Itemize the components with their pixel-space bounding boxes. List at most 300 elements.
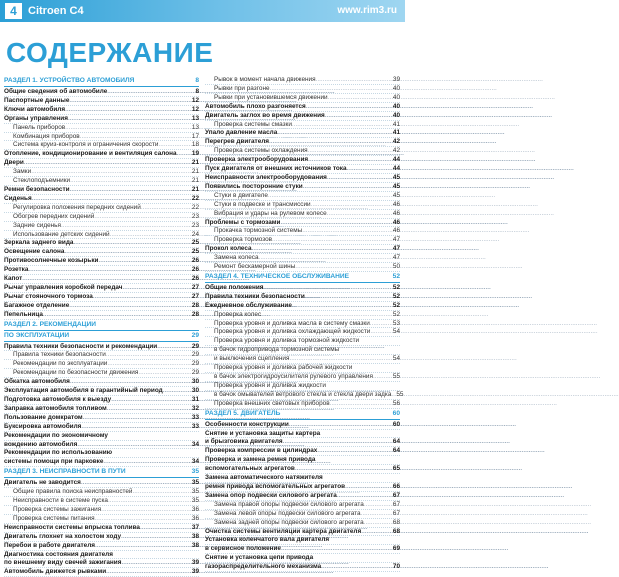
entry-title: Стуки в подвеске и трансмиссии [214,200,311,208]
dot-leader [31,168,191,176]
toc-entry[interactable] [4,458,199,467]
dot-leader [69,302,191,310]
page-ref: 52 [392,283,400,291]
page-ref: 35 [191,468,199,476]
toc-entry[interactable] [4,378,199,387]
entry-title: Перебои в работе двигателя [4,541,95,549]
toc-entry[interactable] [205,103,400,112]
toc-subentry[interactable] [4,497,199,506]
toc-entry[interactable] [4,159,199,168]
entry-title: Общие правила поиска неисправностей [13,488,133,496]
entry-title: Двигатель не заводится [4,479,81,487]
entry-title: Органы управления [4,114,68,122]
page-ref: 60 [392,409,400,417]
entry-title: Правила техники безопасности [205,292,305,300]
toc-entry[interactable] [4,195,199,204]
entry-title: Стуки в двигателе [214,191,268,199]
dot-leader [32,195,191,203]
toc-entry[interactable] [205,536,400,545]
dot-leader [295,263,392,271]
page-ref: 37 [191,523,199,531]
dot-leader [177,150,191,158]
toc-entry[interactable] [4,559,199,568]
dot-leader [43,311,191,319]
page-ref: 67 [392,509,400,517]
toc-entry[interactable] [205,563,400,572]
dot-leader [345,483,392,491]
toc-subentry[interactable] [205,373,400,382]
toc-subentry[interactable] [205,400,400,409]
dot-leader [303,183,392,191]
toc-subentry[interactable] [205,382,400,391]
toc-entry[interactable] [4,293,199,302]
entry-title: Регулировка положения передних сидений [13,203,141,211]
entry-title: Проверка системы питания [13,514,95,522]
dot-leader [81,479,191,487]
entry-title: Вибрация и удары на рулевом колесе [214,209,327,217]
page-ref: 52 [392,272,400,280]
entry-title: Рекомендации по использованию [4,449,113,457]
toc-entry[interactable] [4,284,199,293]
dot-leader [93,293,191,301]
toc-subentry[interactable] [205,76,400,85]
toc-subentry[interactable] [205,147,400,156]
toc-subentry[interactable] [205,355,400,364]
toc-entry[interactable] [205,165,400,174]
toc-subentry[interactable] [205,390,404,400]
page-ref: 40 [392,84,400,92]
toc-subentry[interactable] [205,236,400,245]
page-ref: 18 [191,141,199,149]
toc-subentry[interactable] [4,133,199,142]
dot-leader [337,492,392,500]
toc-subentry[interactable] [4,177,199,186]
entry-title: в бачок электрогидроусилителя рулевого управления [214,373,373,380]
entry-title: Проверка компрессии в цилиндрах [205,447,318,455]
entry-title: Проблемы с тормозами [205,218,281,226]
entry-title: Проверка электрооборудования [205,156,309,164]
toc-entry[interactable] [205,156,400,165]
dot-leader [373,373,392,381]
entry-title: Ключи автомобиля [4,105,66,113]
dot-leader [283,438,392,446]
toc-entry[interactable] [205,293,400,302]
toc-entry[interactable] [205,545,400,554]
toc-subentry[interactable] [4,168,199,177]
dot-leader [252,245,392,253]
page-ref: 41 [392,120,400,128]
toc-section-heading[interactable] [4,468,199,478]
dot-leader [364,501,392,509]
toc-entry[interactable] [205,245,400,254]
entry-title: Общие положения [205,283,264,291]
dot-leader [305,293,392,301]
page-ref: 21 [191,159,199,167]
toc-entry[interactable] [205,447,400,456]
dot-leader [370,328,392,336]
toc-subentry[interactable] [4,222,199,231]
toc-entry[interactable] [4,248,199,257]
toc-section-heading[interactable] [4,321,199,331]
toc-entry[interactable] [4,266,199,275]
toc-entry[interactable] [4,441,199,450]
dot-leader [80,133,191,141]
page-ref: 50 [392,263,400,271]
page-ref: 25 [191,239,199,247]
entry-title: вспомогательных агрегатов [205,465,295,473]
page-ref: 22 [191,203,199,211]
toc-entry[interactable] [4,311,199,320]
page-ref: 35 [191,497,199,505]
page-ref: 38 [191,532,199,540]
entry-title: Перегрев двигателя [205,138,270,146]
toc-entry[interactable] [205,129,400,138]
toc-entry[interactable] [4,97,199,106]
toc-section-heading[interactable] [205,410,400,420]
toc-subentry[interactable] [205,311,400,320]
toc-entry[interactable] [4,423,199,432]
page-ref: 46 [392,200,400,208]
entry-title: и выключения сцепления [214,355,290,363]
toc-entry[interactable] [205,302,400,311]
page-ref: 69 [392,545,400,553]
dot-leader [325,112,392,120]
toc-entry[interactable] [4,106,199,115]
entry-title: Автомобиль движется рывками [4,568,107,576]
entry-title: в сервисное положение [205,545,281,553]
entry-title: Неисправности системы впрыска топлива [4,523,140,531]
toc-subentry[interactable] [205,254,400,263]
page-ref: 68 [392,518,400,526]
toc-subentry[interactable] [205,263,400,272]
toc-subentry[interactable] [205,519,400,528]
entry-title: Рекомендации по безопасности движения [13,369,139,377]
dot-leader [281,545,392,553]
dot-leader [277,129,392,137]
entry-title: Проверка системы смазки [214,120,292,128]
page-ref: 29 [191,342,199,350]
dot-leader [61,222,191,230]
page-ref: 24 [191,230,199,238]
toc-entry[interactable] [4,396,199,405]
page-ref: 40 [392,102,400,110]
entry-title: Правила техники безопасности [13,351,106,359]
page-ref: 29 [191,351,199,359]
dot-leader [94,213,191,221]
toc-subentry[interactable] [205,210,400,219]
page-ref: 13 [191,123,199,131]
page-ref: 8 [195,77,199,84]
dot-leader [347,165,392,173]
toc-entry[interactable] [4,405,199,414]
dot-leader [302,227,392,235]
toc-subentry[interactable] [4,213,199,222]
toc-entry[interactable] [205,112,400,121]
dot-leader [138,369,191,377]
entry-title: Проверка системы охлаждения [214,147,308,155]
entry-title: Диагностика состояния двигателя [4,550,113,558]
toc-subentry[interactable] [205,337,400,346]
toc-subentry[interactable] [205,85,400,94]
toc-subentry[interactable] [4,351,199,360]
entry-title: Рывок в момент начала движения [214,76,316,83]
entry-title: Рывки при установившемся движении [214,93,328,101]
toc-entry[interactable] [4,239,199,248]
toc-section-heading[interactable] [4,332,199,342]
page-ref: 68 [392,527,400,535]
page-ref: 39 [392,76,400,83]
entry-title: Автомобиль плохо разгоняется [205,102,306,110]
dot-leader [95,542,191,550]
page-ref: 54 [392,328,400,336]
dot-leader [330,400,392,408]
toc-subentry[interactable] [4,204,199,213]
entry-title: по внешнему виду свечей зажигания [4,559,122,567]
toc-entry[interactable] [205,174,400,183]
entry-title: газораспределительного механизма [205,563,322,571]
page-header-bar [0,0,405,22]
entry-title: Зеркала заднего вида [4,239,74,247]
page-ref: 34 [191,458,199,466]
toc-entry[interactable] [205,284,400,293]
page-ref: 39 [191,559,199,567]
toc-column-right [205,76,404,572]
toc-entry[interactable] [4,542,199,551]
entry-title: Рывки при разгоне [214,84,270,92]
section-title: РАЗДЕЛ 4. ТЕХНИЧЕСКОЕ ОБСЛУЖИВАНИЕ [205,272,349,280]
dot-leader [141,204,191,212]
toc-subentry[interactable] [205,94,400,103]
entry-title: Снятие и установка цепи привода [205,554,314,562]
toc-entry[interactable] [4,414,199,423]
page-ref: 47 [392,245,400,253]
toc-subentry[interactable] [4,488,199,497]
page-ref: 55 [396,390,404,398]
toc-entry[interactable] [205,421,400,430]
entry-title: Неисправности электрооборудования [205,173,327,181]
page-ref: 40 [392,111,400,119]
page-ref: 66 [392,482,400,490]
entry-title: Проверка тормозов [214,236,273,244]
entry-title: Рычаг стояночного тормоза [4,292,93,300]
toc-entry[interactable] [4,524,199,533]
toc-entry[interactable] [205,554,400,563]
toc-entry[interactable] [205,528,400,537]
page-ref: 52 [392,292,400,300]
toc-subentry[interactable] [4,231,199,240]
website-link[interactable]: www.rim3.ru [337,5,397,16]
entry-title: Рекомендации по экономичному [4,431,108,439]
entry-title: Двери [4,159,24,167]
toc-entry[interactable] [4,302,199,311]
toc-subentry[interactable] [205,201,400,210]
page-ref: 67 [392,491,400,499]
page-ref: 33 [191,413,199,421]
page-ref: 67 [392,500,400,508]
entry-title: Панель приборов [13,123,66,131]
entry-title: Паспортные данные [4,96,70,104]
entry-title: Обкатка автомобиля [4,378,70,386]
page-ref: 35 [191,479,199,487]
entry-title: Буксировка автомобиля [4,422,82,430]
page-ref: 55 [392,373,400,380]
dot-leader [289,355,391,363]
page-ref: 21 [191,177,199,185]
dot-leader [261,311,392,319]
dot-leader [159,141,191,149]
toc-entry[interactable] [4,449,199,458]
toc-subentry[interactable] [4,515,199,524]
section-title: РАЗДЕЛ 3. НЕИСПРАВНОСТИ В ПУТИ [4,468,126,476]
entry-title: Проверка уровня и доливка тормозной жидкости [214,337,360,345]
page-ref: 40 [392,93,400,101]
page-ref: 21 [191,185,199,193]
toc-entry[interactable] [4,88,199,97]
page-ref: 47 [392,254,400,262]
entry-title: Замена опор подвески силового агрегата [205,491,337,499]
toc-entry[interactable] [4,479,199,488]
page-ref: 39 [191,568,199,576]
page-ref: 27 [191,292,199,300]
dot-leader [24,159,191,167]
toc-entry[interactable] [4,568,199,577]
toc-entry[interactable] [4,275,199,284]
entry-title: Замки [13,168,32,176]
toc-entry[interactable] [205,138,400,147]
toc-subentry[interactable] [4,506,199,515]
dot-leader [70,186,191,194]
page-ref: 12 [191,105,199,113]
page-ref: 52 [392,301,400,309]
dot-leader [28,266,191,274]
entry-title: Снятие и установка защиты картера [205,429,321,437]
toc-entry[interactable] [205,483,400,492]
page-ref: 26 [191,275,199,283]
dot-leader [73,239,190,247]
entry-title: Использование детских сидений [13,230,110,238]
dot-leader [327,210,392,218]
page-ref: 42 [392,147,400,155]
toc-section-heading[interactable] [205,273,400,283]
dot-leader [133,488,191,496]
page-ref: 23 [191,221,199,229]
entry-title: Правила техники безопасности и рекомендации [4,342,158,350]
book-brand: Citroen C4 [28,5,84,17]
toc-entry[interactable] [205,438,400,447]
dot-leader [106,351,191,359]
page-ref: 26 [191,257,199,265]
page-ref: 44 [392,156,400,164]
page-ref: 70 [392,563,400,571]
page-ref: 31 [191,396,199,403]
toc-entry[interactable] [4,150,199,159]
page-ref: 42 [392,138,400,146]
toc-subentry[interactable] [205,510,400,519]
entry-title: Упало давление масла [205,129,278,137]
entry-title: Пользование домкратом [4,413,83,421]
toc-entry[interactable] [4,115,199,124]
page-ref: 12 [191,96,199,104]
dot-leader [361,510,392,518]
toc-subentry[interactable] [4,360,199,369]
toc-subentry[interactable] [205,227,400,236]
dot-leader [269,138,392,146]
section-title: РАЗДЕЛ 5. ДВИГАТЕЛЬ [205,409,281,417]
toc-entry[interactable] [4,387,199,396]
toc-subentry[interactable] [205,346,400,355]
toc-entry[interactable] [4,257,199,266]
page-ref: 8 [195,88,199,95]
toc-subentry[interactable] [205,501,400,510]
page-ref: 28 [191,301,199,309]
page-ref: 26 [191,266,199,274]
entry-title: Заправка автомобиля топливом [4,404,107,412]
toc-subentry[interactable] [205,364,400,373]
dot-leader [268,192,392,200]
dot-leader [111,396,191,404]
toc-subentry[interactable] [205,192,400,201]
dot-leader [107,88,194,96]
toc-entry[interactable] [205,456,400,465]
dot-leader [364,519,392,527]
page-ref: 33 [191,422,199,430]
dot-leader [110,231,191,239]
toc-section-heading[interactable] [4,77,199,87]
page-ref: 65 [392,465,400,473]
entry-title: вождению автомобиля [4,440,78,448]
entry-title: системы помощи при парковке [4,458,104,466]
entry-title: Двигатель глохнет на холостом ходу [4,532,122,540]
entry-title: Проверка и замена ремня привода [205,456,316,464]
entry-title: Прокол колеса [205,245,252,253]
page-ref: 28 [191,310,199,318]
entry-title: Пепельница [4,310,43,318]
page-ref: 29 [191,360,199,368]
toc-entry[interactable] [4,432,199,441]
toc-subentry[interactable] [4,124,199,133]
dot-leader [280,219,391,227]
dot-leader [68,115,191,123]
page-title: СОДЕРЖАНИЕ [6,37,214,68]
entry-title: Багажное отделение [4,301,70,309]
toc-entry[interactable] [205,492,400,501]
toc-entry[interactable] [4,533,199,542]
entry-title: Система круиз-контроля и ограничения скорости [13,141,159,149]
toc-entry[interactable] [4,186,199,195]
page-ref: 23 [191,212,199,220]
dot-leader [65,124,191,132]
entry-title: Противосолнечные козырьки [4,257,99,265]
page-ref: 46 [392,209,400,217]
dot-leader [103,458,190,466]
entry-title: Замена колеса [214,254,259,262]
dot-leader [121,559,190,567]
toc-subentry[interactable] [4,141,199,150]
toc-subentry[interactable] [4,369,199,378]
toc-entry[interactable] [205,474,400,483]
page-ref: 32 [191,404,199,412]
entry-title: в бачок гидропривода тормозной системы [214,346,340,354]
page-ref: 46 [392,218,400,226]
toc-entry[interactable] [205,183,400,192]
entry-title: Замена автоматического натяжителя [205,474,323,482]
dot-leader [69,97,190,105]
dot-leader [121,533,191,541]
page-ref: 60 [392,420,400,428]
page-ref: 53 [392,319,400,327]
toc-subentry[interactable] [205,121,400,130]
toc-entry[interactable] [205,465,400,474]
